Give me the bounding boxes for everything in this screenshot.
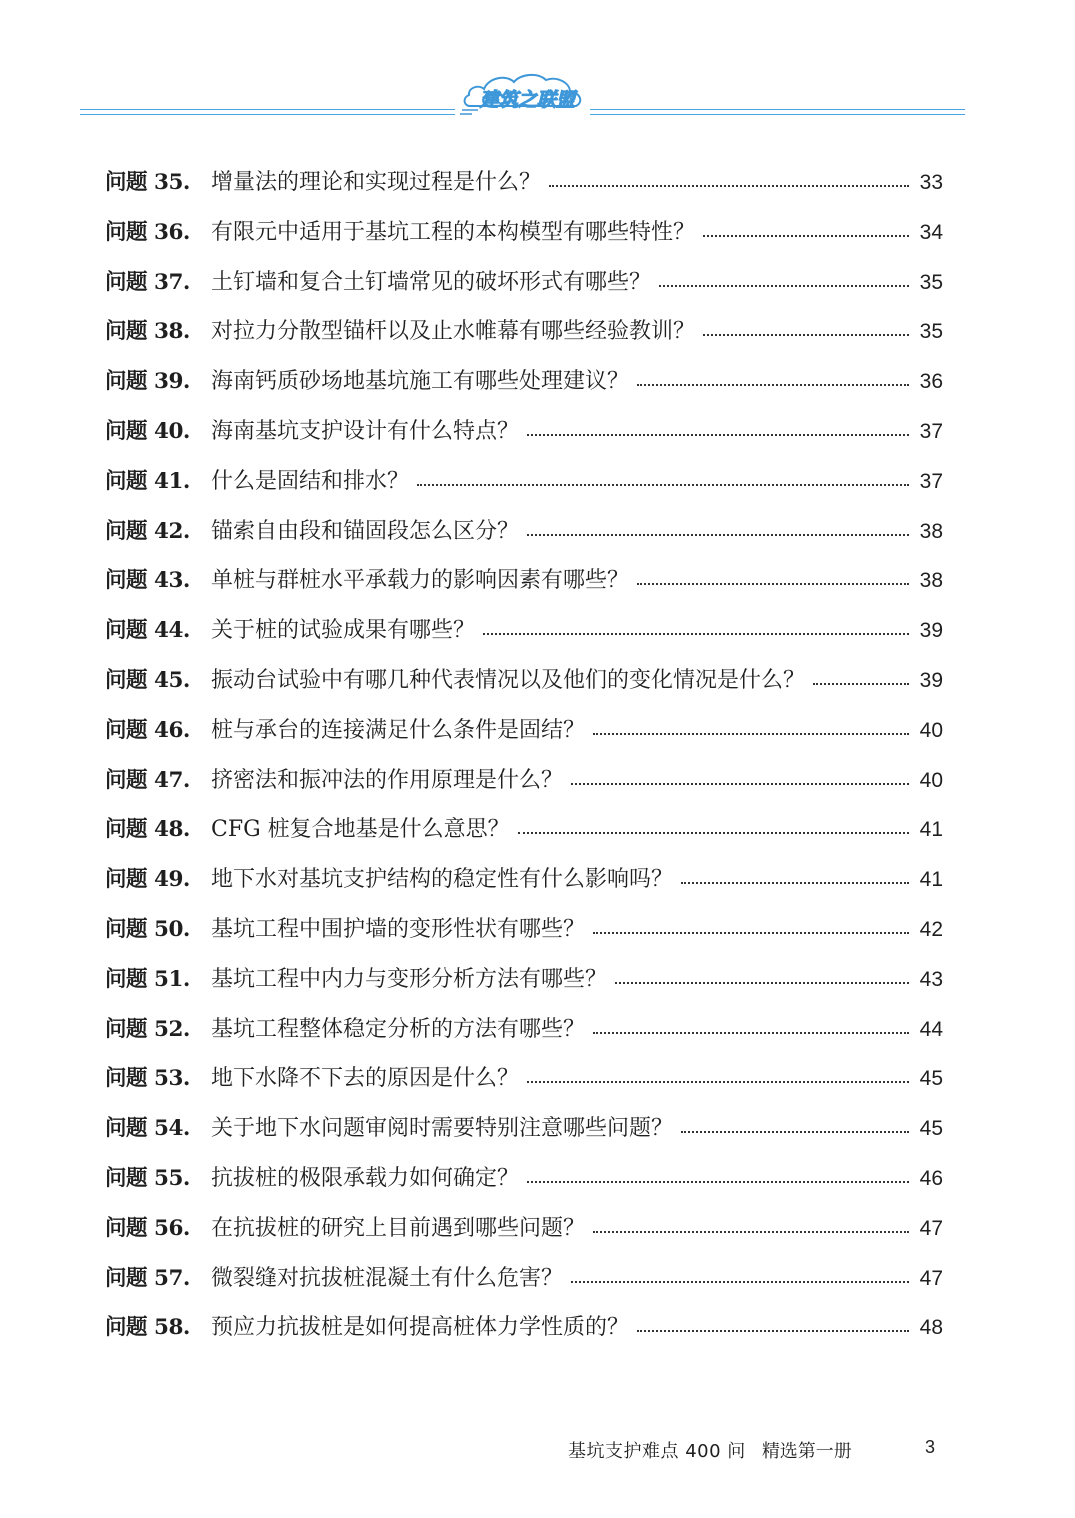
toc-entry-title: 海南钙质砂场地基坑施工有哪些处理建议？ (211, 369, 630, 395)
toc-entry-page: 41 (919, 818, 943, 842)
footer-volume: 精选第一册 (761, 1441, 852, 1462)
toc-entry-page: 39 (919, 668, 943, 692)
toc-entry[interactable] (105, 556, 943, 606)
toc-entry-title: 关于桩的试验成果有哪些？ (211, 618, 476, 644)
page-number: 3 (925, 1437, 936, 1457)
toc-entry[interactable] (105, 606, 943, 656)
toc-entry-title: 基坑工程中围护墙的变形性状有哪些？ (211, 916, 586, 942)
toc-entry-number: 问题 42. (105, 518, 190, 544)
toc-entry[interactable] (105, 258, 943, 308)
toc-entry[interactable] (105, 208, 943, 258)
toc-entry-page: 33 (919, 171, 943, 194)
toc-dot-leader (703, 215, 909, 237)
toc-entry-page: 41 (919, 868, 943, 892)
toc-dot-leader (483, 613, 909, 635)
logo-text: 建筑之联盟 (480, 89, 576, 111)
toc-entry-number: 问题 46. (105, 717, 190, 743)
toc-entry[interactable] (105, 905, 943, 955)
toc-dot-leader (549, 165, 909, 187)
toc-dot-leader (615, 962, 909, 984)
toc-entry-number: 问题 50. (105, 916, 190, 942)
toc-entry-title: 海南基坑支护设计有什么特点？ (211, 418, 520, 444)
toc-entry-page: 45 (919, 1067, 943, 1091)
toc-entry[interactable] (105, 1054, 943, 1104)
table-of-contents (105, 158, 943, 1353)
toc-dot-leader (681, 1111, 909, 1133)
toc-entry[interactable] (105, 507, 943, 557)
toc-entry-page: 46 (919, 1166, 943, 1190)
toc-dot-leader (527, 1061, 909, 1083)
toc-entry[interactable] (105, 407, 943, 457)
toc-entry[interactable] (105, 756, 943, 806)
toc-entry-page: 40 (919, 768, 943, 792)
toc-dot-leader (593, 1012, 909, 1034)
toc-entry-page: 39 (919, 619, 943, 643)
toc-entry-number: 问题 43. (105, 568, 190, 594)
toc-entry-number: 问题 40. (105, 418, 190, 444)
toc-dot-leader (571, 1261, 909, 1283)
toc-entry-number: 问题 39. (105, 369, 190, 395)
toc-entry-page: 38 (919, 519, 943, 543)
toc-entry[interactable] (105, 158, 943, 208)
toc-entry-number: 问题 45. (105, 667, 190, 693)
toc-entry-title: 在抗拔桩的研究上目前遇到哪些问题？ (211, 1215, 586, 1241)
toc-entry-number: 问题 56. (105, 1215, 190, 1241)
toc-entry-title: 微裂缝对抗拔桩混凝土有什么危害？ (211, 1265, 564, 1291)
page-header (80, 70, 965, 120)
toc-entry-number: 问题 52. (105, 1016, 190, 1042)
toc-dot-leader (659, 265, 909, 287)
toc-entry-page: 47 (919, 1266, 943, 1290)
header-rule-left (80, 109, 455, 115)
toc-entry-number: 问题 38. (105, 319, 190, 345)
toc-dot-leader (527, 414, 909, 436)
toc-entry-number: 问题 54. (105, 1116, 190, 1142)
toc-entry[interactable] (105, 706, 943, 756)
toc-entry[interactable] (105, 1303, 943, 1353)
toc-dot-leader (593, 1211, 909, 1233)
toc-entry-page: 48 (919, 1316, 943, 1340)
toc-entry[interactable] (105, 1254, 943, 1304)
toc-entry-title: 土钉墙和复合土钉墙常见的破坏形式有哪些？ (211, 269, 652, 295)
toc-entry-title: 什么是固结和排水？ (211, 468, 410, 494)
toc-entry[interactable] (105, 1104, 943, 1154)
toc-entry-number: 问题 58. (105, 1315, 190, 1341)
toc-entry-number: 问题 41. (105, 468, 190, 494)
toc-entry-title: 增量法的理论和实现过程是什么？ (211, 170, 542, 195)
toc-entry-number: 问题 47. (105, 767, 190, 793)
toc-dot-leader (637, 1310, 909, 1332)
toc-entry[interactable] (105, 357, 943, 407)
toc-dot-leader (813, 663, 909, 685)
publisher-logo (458, 70, 588, 118)
toc-entry[interactable] (105, 457, 943, 507)
toc-entry-number: 问题 53. (105, 1066, 190, 1092)
toc-entry-page: 45 (919, 1117, 943, 1141)
toc-entry-number: 问题 57. (105, 1265, 190, 1291)
toc-dot-leader (417, 464, 909, 486)
toc-dot-leader (593, 912, 909, 934)
toc-entry-number: 问题 36. (105, 219, 190, 245)
toc-entry-title: 有限元中适用于基坑工程的本构模型有哪些特性？ (211, 219, 696, 245)
toc-entry-title: 锚索自由段和锚固段怎么区分？ (211, 518, 520, 544)
toc-entry-title: 关于地下水问题审阅时需要特别注意哪些问题？ (211, 1116, 674, 1142)
toc-entry[interactable] (105, 656, 943, 706)
toc-entry-number: 问题 55. (105, 1165, 190, 1191)
toc-dot-leader (571, 763, 909, 785)
toc-entry-page: 44 (919, 1017, 943, 1041)
toc-dot-leader (518, 812, 909, 834)
toc-entry-title: 单桩与群桩水平承载力的影响因素有哪些？ (211, 568, 630, 594)
toc-entry-title: 基坑工程中内力与变形分析方法有哪些？ (211, 966, 608, 992)
toc-entry-page: 43 (919, 967, 943, 991)
footer-book-title: 基坑支护难点 400 问 (568, 1441, 746, 1462)
toc-entry[interactable] (105, 1204, 943, 1254)
toc-dot-leader (681, 862, 909, 884)
toc-entry-number: 问题 48. (105, 817, 190, 843)
toc-entry[interactable] (105, 1005, 943, 1055)
toc-entry-page: 36 (919, 370, 943, 394)
toc-entry-title: 振动台试验中有哪几种代表情况以及他们的变化情况是什么？ (211, 667, 806, 693)
toc-entry-page: 34 (919, 220, 943, 244)
toc-entry-number: 问题 35. (105, 170, 190, 195)
toc-entry-page: 37 (919, 469, 943, 493)
toc-entry-number: 问题 44. (105, 618, 190, 644)
toc-entry[interactable] (105, 855, 943, 905)
toc-entry[interactable] (105, 805, 943, 855)
toc-entry-page: 42 (919, 917, 943, 941)
toc-entry-page: 37 (919, 419, 943, 443)
toc-entry-number: 问题 49. (105, 867, 190, 893)
toc-entry-title: 桩与承台的连接满足什么条件是固结？ (211, 717, 586, 743)
toc-dot-leader (527, 1161, 909, 1183)
toc-entry-number: 问题 51. (105, 966, 190, 992)
toc-entry-page: 40 (919, 718, 943, 742)
toc-dot-leader (593, 713, 909, 735)
toc-entry-number: 问题 37. (105, 269, 190, 295)
toc-dot-leader (527, 514, 909, 536)
toc-entry-title: 抗拔桩的极限承载力如何确定？ (211, 1165, 520, 1191)
toc-entry[interactable] (105, 307, 943, 357)
toc-entry-title: 地下水降不下去的原因是什么？ (211, 1066, 520, 1092)
toc-dot-leader (637, 364, 909, 386)
toc-entry-page: 47 (919, 1216, 943, 1240)
toc-entry-title: 地下水对基坑支护结构的稳定性有什么影响吗？ (211, 867, 674, 893)
toc-entry-title: 对拉力分散型锚杆以及止水帷幕有哪些经验教训？ (211, 319, 696, 345)
toc-dot-leader (703, 314, 909, 336)
toc-entry-page: 38 (919, 569, 943, 593)
toc-entry-page: 35 (919, 320, 943, 344)
toc-entry[interactable] (105, 1154, 943, 1204)
toc-entry-title: 挤密法和振冲法的作用原理是什么？ (211, 767, 564, 793)
toc-entry-page: 35 (919, 270, 943, 294)
toc-entry-title: CFG 桩复合地基是什么意思？ (211, 817, 510, 843)
toc-entry[interactable] (105, 955, 943, 1005)
header-rule-right (590, 109, 965, 115)
toc-entry-title: 基坑工程整体稳定分析的方法有哪些？ (211, 1016, 586, 1042)
toc-entry-title: 预应力抗拔桩是如何提高桩体力学性质的？ (211, 1315, 630, 1341)
running-footer (568, 1437, 852, 1463)
toc-dot-leader (637, 563, 909, 585)
